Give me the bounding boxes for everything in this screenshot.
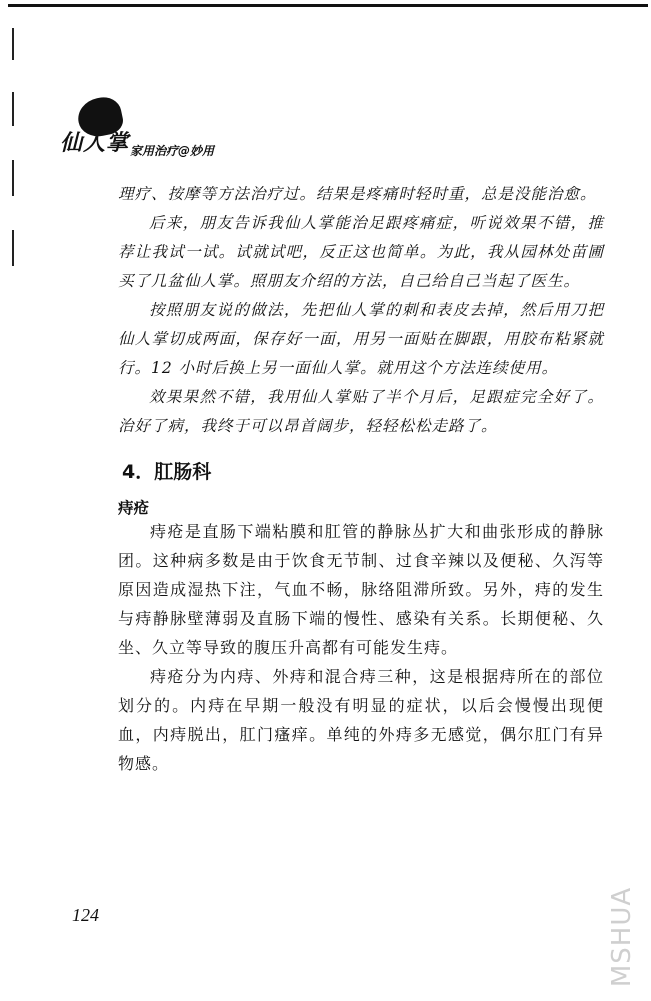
paragraph: 痔疮是直肠下端粘膜和肛管的静脉丛扩大和曲张形成的静脉团。这种病多数是由于饮食无节制、过食辛辣以及便秘、久泻等原因造成湿热下注，气血不畅，脉络阻滞所致。另外，痔的发生与痔静脉壁薄弱及直肠下端的慢性、感染有关系。长期便秘、久坐、久立等导致的腹压升高都有可能发生痔。 (118, 524, 604, 657)
paragraph: 理疗、按摩等方法治疗过。结果是疼痛时轻时重，总是没能治愈。 (118, 185, 597, 203)
paragraph: 效果果然不错，我用仙人掌贴了半个月后，足跟症完全好了。治好了病，我终于可以昂首阔步，轻轻松松走路了。 (118, 388, 604, 435)
book-title-logo (60, 98, 250, 168)
margin-tick (12, 92, 14, 126)
subsection-heading: 痔疮 (118, 499, 150, 517)
paragraph: 按照朋友说的做法，先把仙人掌的刺和表皮去掉，然后用刀把仙人掌切成两面，保存好一面，用另一面贴在脚跟，用胶布粘紧就行。12 小时后换上另一面仙人掌。就用这个方法连续使用。 (118, 301, 604, 377)
paragraph: 痔疮分为内痔、外痔和混合痔三种，这是根据痔所在的部位划分的。内痔在早期一般没有明显的症状，以后会慢慢出现便血，内痔脱出，肛门瘙痒。单纯的外痔多无感觉，偶尔肛门有异物感。 (118, 669, 604, 773)
page-number: 124 (72, 905, 99, 925)
watermark-text: MSHUA (607, 886, 638, 988)
paragraph: 后来，朋友告诉我仙人掌能治足跟疼痛症，听说效果不错，推荐让我试一试。试就试吧，反正这也简单。为此，我从园林处苗圃买了几盆仙人掌。照朋友介绍的方法，自己给自己当起了医生。 (118, 214, 604, 290)
book-title: 仙人掌 (60, 130, 130, 156)
margin-tick (12, 28, 14, 60)
margin-tick (12, 160, 14, 196)
watermark (607, 880, 648, 1000)
top-rule (8, 4, 648, 7)
section-heading: 4．肛肠科 (122, 461, 212, 483)
page-body (118, 180, 604, 779)
book-subtitle: 家用治疗@妙用 (130, 144, 215, 158)
margin-tick (12, 230, 14, 266)
